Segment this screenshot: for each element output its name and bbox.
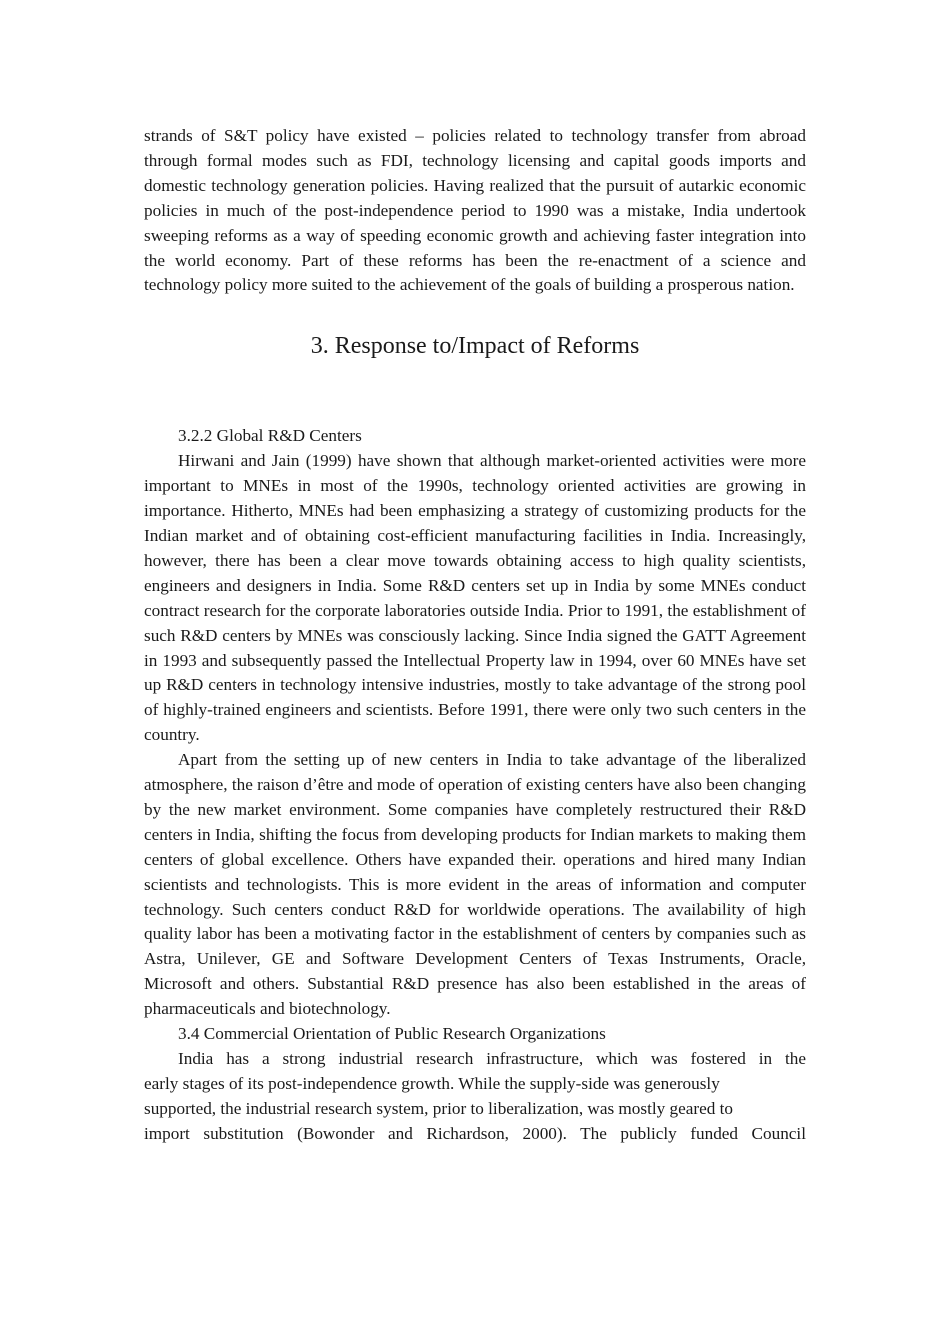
section-heading: 3. Response to/Impact of Reforms: [310, 333, 640, 360]
commercial-line-3: supported, the industrial research system, prior to liberalization, was mostly geared to: [144, 1098, 733, 1118]
commercial-line-1: India has a strong industrial research infrastructure, which was fostered in the: [178, 1049, 806, 1068]
global-rd-paragraph-2: Apart from the setting up of new centers in India to take advantage of the liberalized atmosphere, the raison d’être and mode of operation of existing centers have also been changing by the new market environment. Some companies have completely restructured their R&D centers in India, shifting the focus from developing products for Indian markets to making them centers of global excellence. Others have expanded their. operations and hired many Indian scientists and technologists. This is more evident in the areas of information and computer technology. Such centers conduct R&D for worldwide operations. The availability of high quality labor has been a motivating factor in the establishment of centers by companies such as Astra, Unilever, GE and Software Development Centers of Texas Instruments, Oracle, Microsoft and others. Substantial R&D presence has also been established in the areas of pharmaceuticals and biotechnology.: [144, 750, 806, 1019]
commercial-line-2: early stages of its post-independence growth. While the supply-side was generously: [144, 1073, 720, 1093]
subsection-title-commercial-orientation: 3.4 Commercial Orientation of Public Research Organizations: [178, 1024, 606, 1044]
global-rd-paragraph-1: Hirwani and Jain (1999) have shown that although market-oriented activities were more important to MNEs in most of the 1990s, technology oriented activities are growing in importance. Hitherto, MNEs had been emphasizing a strategy of customizing products for the Indian market and of obtaining cost-efficient manufacturing facilities in India. Increasingly, however, there has been a clear move towards obtaining access to high quality scientists, engineers and designers in India. Some R&D centers set up in India by some MNEs conduct contract research for the corporate laboratories outside India. Prior to 1991, the establishment of such R&D centers by MNEs was consciously lacking. Since India signed the GATT Agreement in 1993 and subsequently passed the Intellectual Property law in 1994, over 60 MNEs have set up R&D centers in technology intensive industries, mostly to take advantage of the strong pool of highly-trained engineers and scientists. Before 1991, there were only two such centers in the country.: [144, 451, 806, 745]
document-page: [144, 124, 806, 1147]
subsection-title-global-rd-centers: 3.2.2 Global R&D Centers: [178, 426, 362, 446]
commercial-orientation-paragraph: [144, 1047, 806, 1147]
commercial-line-4: import substitution (Bowonder and Richardson, 2000). The publicly funded Council: [144, 1123, 806, 1143]
intro-paragraph: strands of S&T policy have existed – policies related to technology transfer from abroad through formal modes such as FDI, technology licensing and capital goods imports and domestic technology generation policies. Having realized that the pursuit of autarkic economic policies in much of the post-independence period to 1990 was a mistake, India undertook sweeping reforms as a way of speeding economic growth and achieving faster integration into the world economy. Part of these reforms has been the re-enactment of a science and technology policy more suited to the achievement of the goals of building a prosperous nation.: [144, 126, 806, 295]
